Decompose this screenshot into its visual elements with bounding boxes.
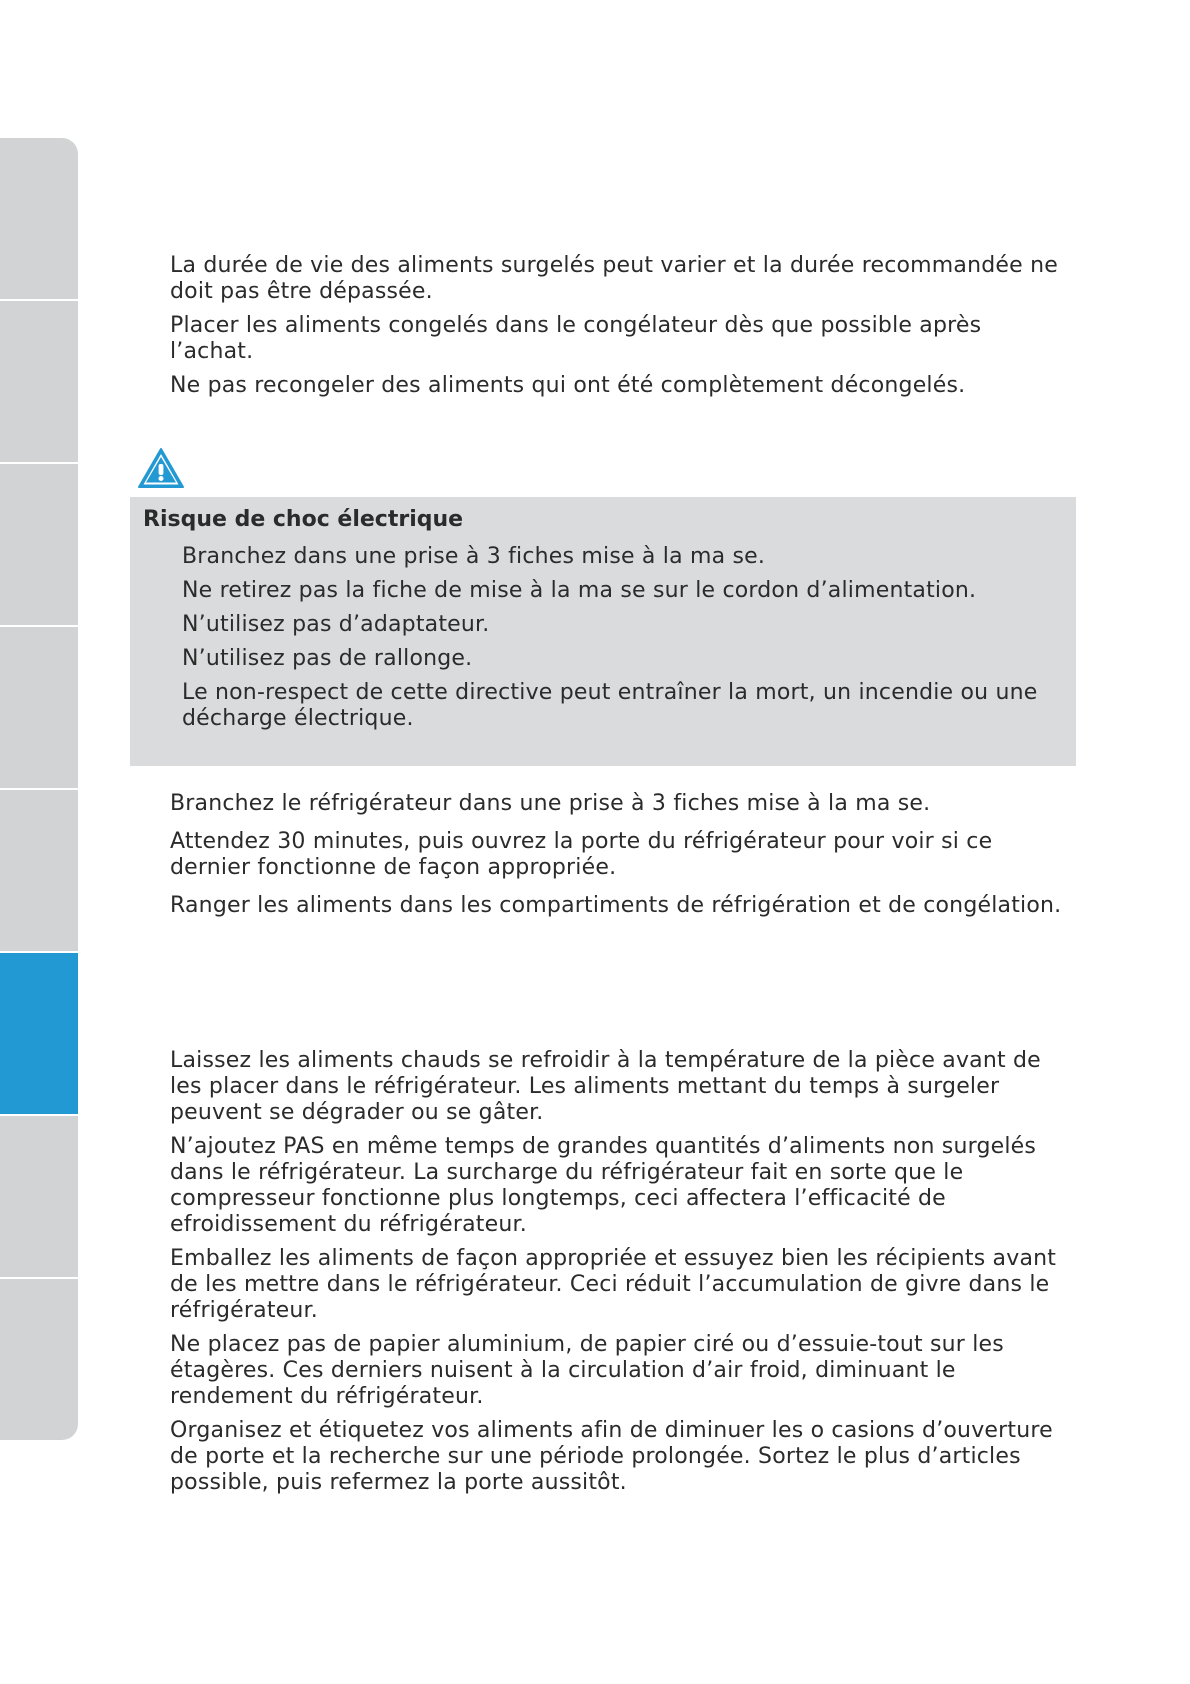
side-tab-5[interactable] bbox=[0, 790, 78, 951]
list-item: N’ajoutez PAS en même temps de grandes quantités d’aliments non surgelés dans le réfrigérateur. La surcharge du réfrigérateur fait en sorte que le compresseur fonctionne plus longtemps, ceci affectera l’efficacité de efroidissement du réfrigérateur. bbox=[170, 1134, 1037, 1237]
list-item: Laissez les aliments chauds se refroidir à la température de la pièce avant de les placer dans le réfrigérateur. Les aliments mettant du temps à surgeler peuvent se dégrader ou se gâter. bbox=[170, 1048, 1041, 1125]
list-item: N’utilisez pas d’adaptateur. bbox=[182, 612, 490, 637]
side-tab-8[interactable] bbox=[0, 1279, 78, 1440]
list-item: N’utilisez pas de rallonge. bbox=[182, 646, 473, 671]
list-item: Branchez dans une prise à 3 fiches mise à la ma se. bbox=[182, 544, 766, 569]
side-tab-7[interactable] bbox=[0, 1116, 78, 1277]
side-tab-2[interactable] bbox=[0, 301, 78, 462]
side-tab-4[interactable] bbox=[0, 627, 78, 788]
electric-shock-warning-box bbox=[130, 497, 1076, 766]
list-item: Placer les aliments congelés dans le congélateur dès que possible après l’achat. bbox=[170, 313, 982, 364]
list-item: Ne placez pas de papier aluminium, de papier ciré ou d’essuie-tout sur les étagères. Ces derniers nuisent à la circulation d’air froid, diminuant le rendement du réfrigérateur. bbox=[170, 1332, 1004, 1409]
list-item: Le non-respect de cette directive peut entraîner la mort, un incendie ou une décharge électrique. bbox=[182, 680, 1038, 731]
side-tab-3[interactable] bbox=[0, 464, 78, 625]
list-item: Ranger les aliments dans les compartiments de réfrigération et de congélation. bbox=[170, 893, 1062, 918]
warning-triangle-icon bbox=[137, 447, 185, 489]
list-item: Ne pas recongeler des aliments qui ont été complètement décongelés. bbox=[170, 373, 966, 398]
list-item: La durée de vie des aliments surgelés peut varier et la durée recommandée ne doit pas être dépassée. bbox=[170, 253, 1058, 304]
list-item: Branchez le réfrigérateur dans une prise à 3 fiches mise à la ma se. bbox=[170, 791, 931, 816]
list-item: Organisez et étiquetez vos aliments afin de diminuer les o casions d’ouverture de porte et la recherche sur une période prolongée. Sortez le plus d’articles possible, puis refermez la porte aussitôt. bbox=[170, 1418, 1053, 1495]
side-tab-6-active[interactable] bbox=[0, 953, 78, 1114]
warning-title: Risque de choc électrique bbox=[143, 507, 464, 532]
frozen-food-list bbox=[170, 253, 1070, 407]
list-item: Attendez 30 minutes, puis ouvrez la porte du réfrigérateur pour voir si ce dernier fonctionne de façon appropriée. bbox=[170, 829, 993, 880]
side-tab-1[interactable] bbox=[0, 138, 78, 299]
storage-tips-list bbox=[170, 1048, 1070, 1504]
warning-list bbox=[182, 544, 1072, 740]
side-tab-bar bbox=[0, 138, 79, 1446]
list-item: Emballez les aliments de façon appropriée et essuyez bien les récipients avant de les mettre dans le réfrigérateur. Ceci réduit l’accumulation de givre dans le réfrigérateur. bbox=[170, 1246, 1057, 1323]
list-item: Ne retirez pas la fiche de mise à la ma se sur le cordon d’alimentation. bbox=[182, 578, 977, 603]
startup-list bbox=[170, 791, 1070, 927]
